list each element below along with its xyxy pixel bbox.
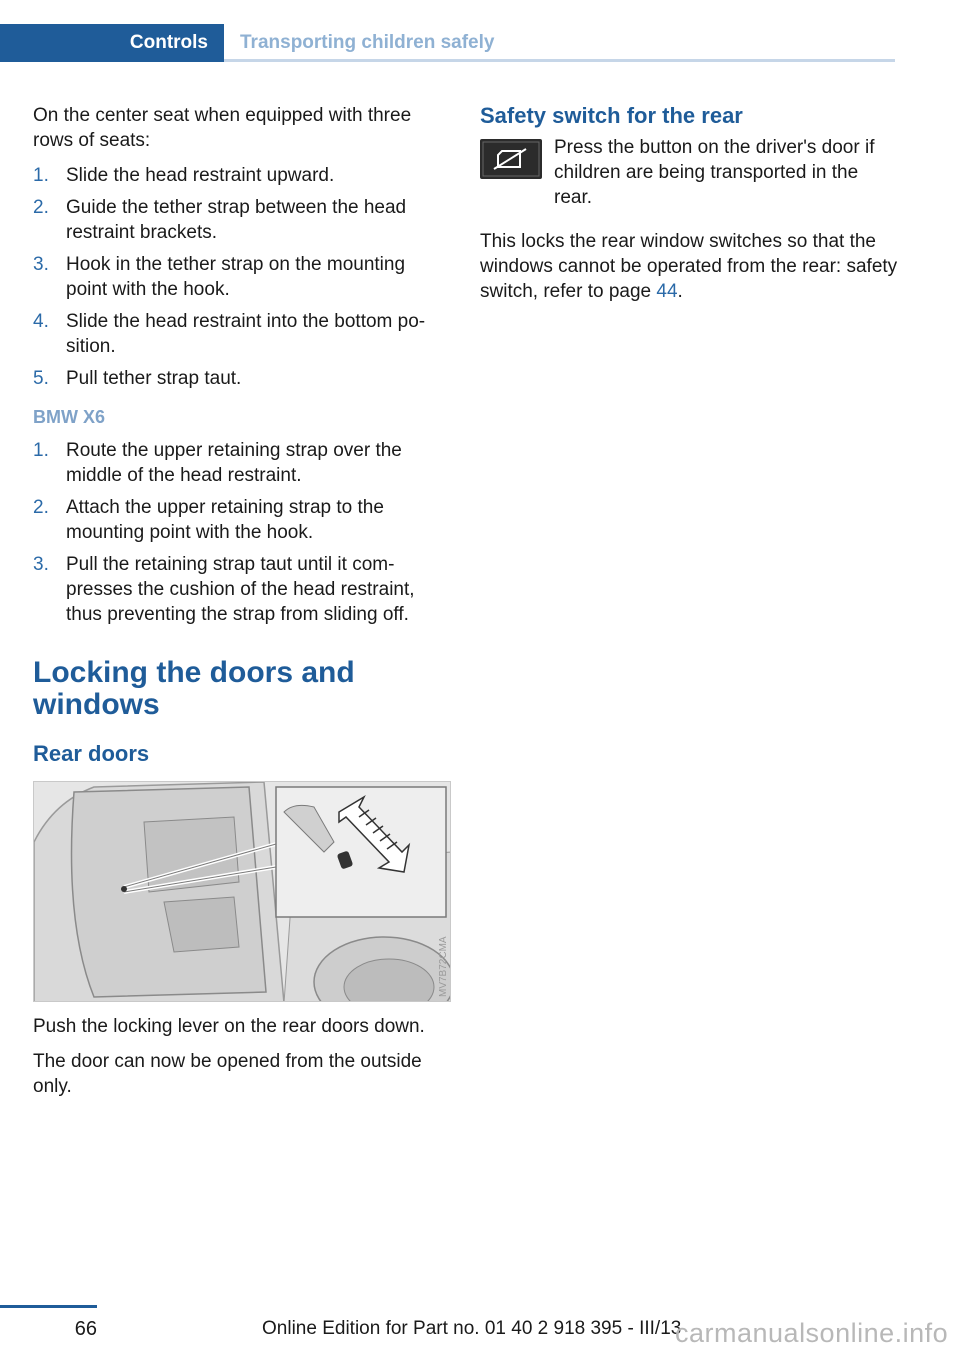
list-item [33, 195, 448, 245]
step-text: Slide the head restraint into the bottom po‐ sition. [66, 311, 426, 357]
step-text: Attach the upper retaining strap to the mounting point with the hook. [66, 497, 384, 543]
switch-description: Press the button on the driver's door if children are being transported in the rear. [554, 137, 875, 208]
footer-rule [0, 1305, 97, 1308]
list-item [33, 495, 448, 545]
list-item [33, 252, 448, 302]
step-text: Slide the head restraint upward. [66, 165, 335, 186]
step-number: 2. [33, 197, 49, 218]
rear-doors-heading: Rear doors [33, 741, 150, 766]
page-link-44[interactable]: 44 [656, 281, 678, 302]
door-lock-illustration-icon [34, 782, 451, 1002]
header-rule [224, 59, 895, 62]
step-number: 4. [33, 311, 49, 332]
model-label: BMW X6 [33, 407, 105, 427]
right-column [480, 103, 898, 314]
rear-doors-para-2: The door can now be opened from the outside only. [33, 1051, 422, 1097]
rear-door-illustration [33, 781, 451, 1002]
sentence-end: . [677, 281, 683, 302]
intro-text: On the center seat when equipped with three rows of seats: [33, 105, 412, 151]
step-number: 3. [33, 554, 49, 575]
step-number: 1. [33, 440, 49, 461]
left-column [33, 103, 448, 1109]
list-item [33, 366, 448, 391]
list-item [33, 552, 448, 627]
header-tab-controls: Controls [0, 24, 224, 62]
step-number: 1. [33, 165, 49, 186]
edition-text: Online Edition for Part no. 01 40 2 918 395 - III/13 [262, 1318, 682, 1339]
step-text: Guide the tether strap between the head restraint brackets. [66, 197, 407, 243]
list-item [33, 309, 448, 359]
step-number: 2. [33, 497, 49, 518]
page-header [0, 24, 895, 62]
steps-list-center-seat [33, 163, 448, 391]
step-number: 3. [33, 254, 49, 275]
step-text: Route the upper retaining strap over the middle of the head restraint. [66, 440, 402, 486]
page-number: 66 [74, 1318, 97, 1340]
safety-switch-paragraph [480, 229, 898, 304]
figure-code: MV7B72CMA [438, 936, 449, 997]
watermark: carmanualsonline.info [675, 1318, 949, 1348]
steps-list-x6 [33, 438, 448, 627]
rear-doors-para-1: Push the locking lever on the rear doors down. [33, 1016, 425, 1037]
header-subtitle: Transporting children safely [240, 32, 495, 53]
step-text: Pull the retaining strap taut until it com‐ presses the cushion of the head restraint, thus preventing the strap from sliding off. [66, 554, 415, 625]
list-item [33, 438, 448, 488]
window-lock-switch-icon [480, 139, 542, 179]
safety-switch-row [480, 135, 898, 210]
safety-switch-text: This locks the rear window switches so that the windows cannot be operated from the rear: safety switch, refer to page [480, 231, 898, 302]
safety-switch-heading: Safety switch for the rear [480, 103, 743, 128]
step-number: 5. [33, 368, 49, 389]
step-text: Hook in the tether strap on the mounting point with the hook. [66, 254, 406, 300]
step-text: Pull tether strap taut. [66, 368, 242, 389]
list-item [33, 163, 448, 188]
section-title: Locking the doors and windows [33, 656, 355, 721]
